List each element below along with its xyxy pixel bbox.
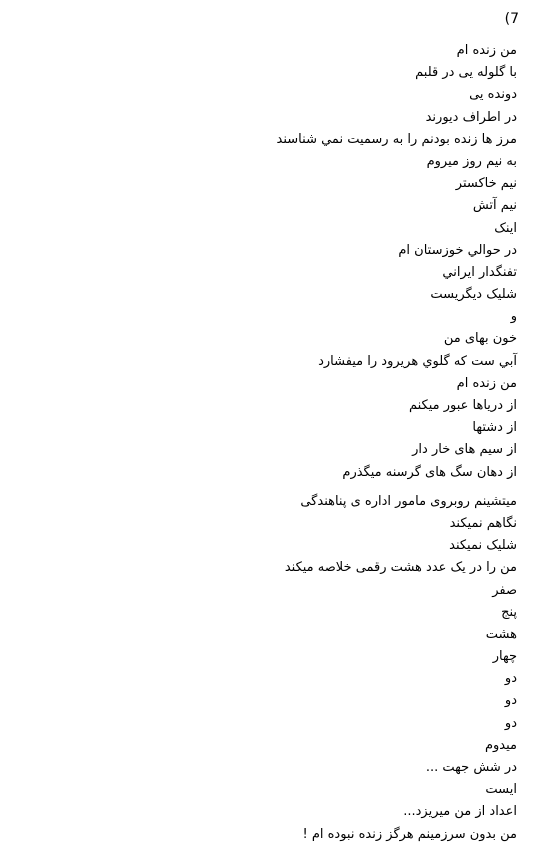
poem-line: میتشینم روبروی مامور اداره ی پناهندگی	[300, 493, 517, 509]
poem-line: صفر	[492, 582, 517, 598]
poem-line: پنج	[501, 604, 517, 620]
poem-line: در اطراف دیورند	[425, 109, 517, 125]
poem-line: شلیک نمیکند	[449, 538, 517, 554]
poem-line: میدوم	[484, 737, 517, 753]
poem-line: شلیک دیگریست	[430, 287, 517, 303]
poem-line: از دریاها عبور میکنم	[408, 398, 517, 413]
poem-line: اعداد از من میریزد...	[403, 804, 517, 820]
poem-line: با گلوله یی در قلبم	[415, 65, 517, 81]
poem-line: در شش جهت ...	[425, 760, 517, 775]
poem-line: هشت	[485, 626, 517, 642]
poem-line: دو	[504, 693, 517, 709]
poem-line: من زنده ام	[456, 43, 517, 58]
poem-line: و	[510, 309, 517, 325]
poem-line: به نیم روز میروم	[426, 153, 517, 169]
poem-body	[17, 40, 517, 846]
poem-line: آبي ست که گلوي هریرود را میفشارد	[318, 353, 517, 369]
poem-line: از دهان سگ های گرسنه میگذرم	[342, 464, 517, 480]
poem-line: از دشتها	[472, 420, 517, 436]
poem-line: مرز ها زنده بودنم را به رسمیت نمي شناسند	[276, 131, 517, 147]
poem-line: نگاهم نمیکند	[449, 515, 517, 531]
poem-line: من زنده ام	[456, 375, 517, 391]
poem-line: چهار	[492, 649, 517, 665]
poem-line: از سیم های خار دار	[412, 442, 517, 458]
poem-line: نیم آتش	[472, 198, 517, 214]
poem-line: دو	[504, 671, 517, 687]
poem-line: تفنگدار ایراني	[442, 264, 517, 280]
poem-line: من بدون سرزمینم هرگز زنده نبوده ام !	[302, 826, 517, 842]
poem-line: خون بهای من	[443, 331, 517, 347]
poem-line: دو	[504, 715, 517, 731]
poem-line: در حوالي خوزستان ام	[398, 242, 517, 258]
poem-line: ایست	[485, 782, 517, 798]
poem-line: اینک	[494, 220, 517, 236]
poem-number: (7	[504, 11, 519, 27]
poem-line: دونده یی	[469, 87, 517, 103]
poem-line: من را در یک عدد هشت رقمی خلاصه میکند	[284, 560, 517, 576]
poem-line: نیم خاکستر	[455, 176, 517, 192]
